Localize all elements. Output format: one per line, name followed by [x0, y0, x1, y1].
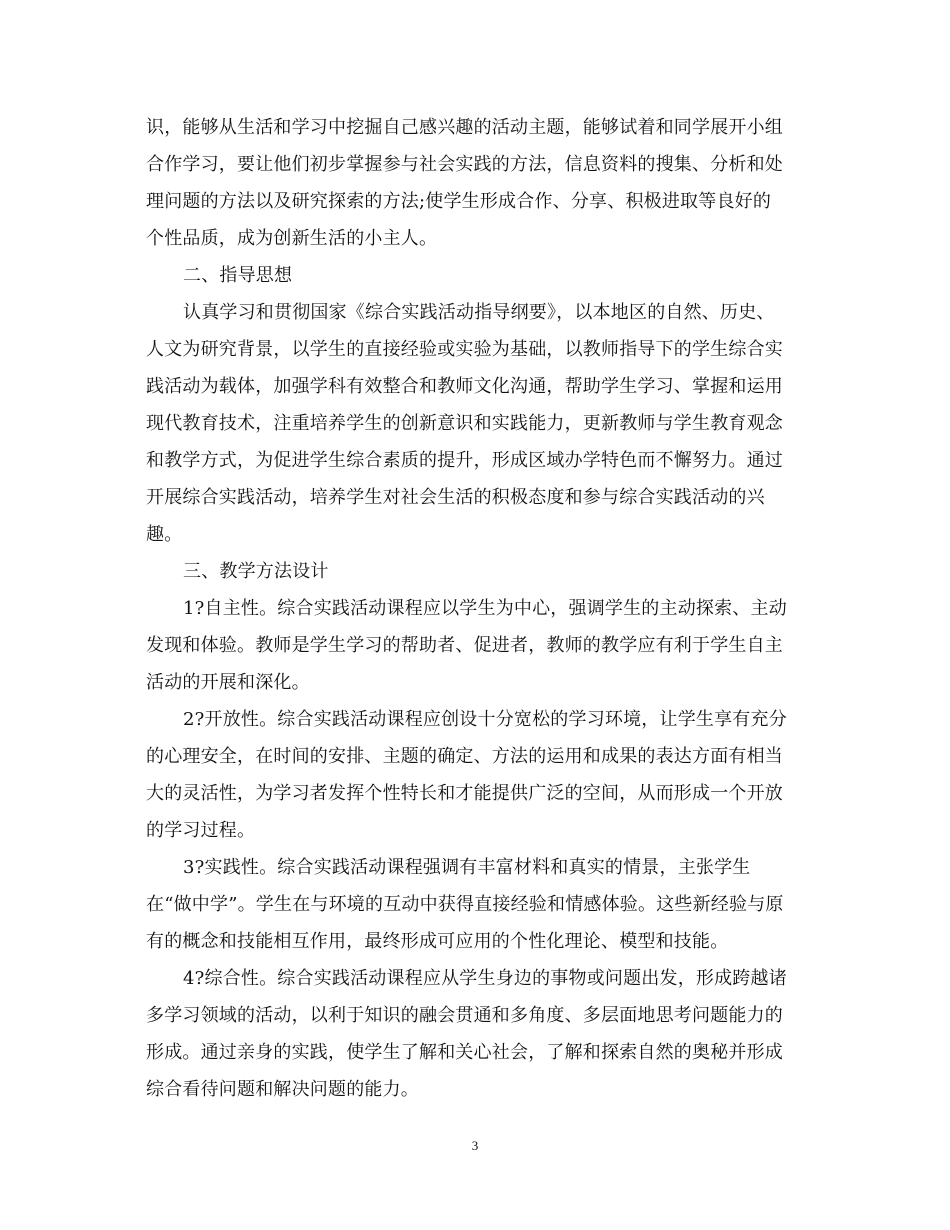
paragraph-line: 形成。通过亲身的实践，使学生了解和关心社会，了解和探索自然的奥秘并形成 — [146, 1042, 783, 1063]
section-heading: 三、教学方法设计 — [183, 561, 329, 582]
paragraph-line: 在“做中学”。学生在与环境的互动中获得直接经验和情感体验。这些新经验与原 — [146, 894, 784, 915]
paragraph-line: 个性品质，成为创新生活的小主人。 — [146, 228, 438, 249]
paragraph-line: 的学习过程。 — [146, 820, 256, 841]
paragraph-line: 大的灵活性，为学习者发挥个性特长和才能提供广泛的空间，从而形成一个开放 — [146, 783, 783, 804]
paragraph-line: 现代教育技术，注重培养学生的创新意识和实践能力，更新教师与学生教育观念 — [146, 413, 783, 434]
paragraph-line: 和教学方式，为促进学生综合素质的提升，形成区域办学特色而不懈努力。通过 — [146, 450, 783, 471]
paragraph-line: 活动的开展和深化。 — [146, 672, 310, 693]
paragraph-line: 趣。 — [146, 524, 183, 545]
paragraph-line: 发现和体验。教师是学生学习的帮助者、促进者，教师的教学应有利于学生自主 — [146, 635, 783, 656]
paragraph-line: 2?开放性。综合实践活动课程应创设十分宽松的学习环境，让学生享有充分 — [183, 709, 787, 730]
paragraph-line: 多学习领域的活动，以利于知识的融会贯通和多角度、多层面地思考问题能力的 — [146, 1005, 783, 1026]
paragraph-line: 1?自主性。综合实践活动课程应以学生为中心，强调学生的主动探索、主动 — [183, 598, 787, 619]
page-number: 3 — [471, 1138, 479, 1153]
paragraph-line: 3?实践性。综合实践活动课程强调有丰富材料和真实的情景，主张学生 — [183, 857, 751, 878]
paragraph-line: 合作学习，要让他们初步掌握参与社会实践的方法，信息资料的搜集、分析和处 — [146, 154, 783, 175]
paragraph-line: 人文为研究背景，以学生的直接经验或实验为基础，以教师指导下的学生综合实 — [146, 339, 783, 360]
section-heading: 二、指导思想 — [183, 265, 293, 286]
paragraph-line: 认真学习和贯彻国家《综合实践活动指导纲要》，以本地区的自然、历史、 — [183, 302, 775, 323]
paragraph-line: 识，能够从生活和学习中挖掘自己感兴趣的活动主题，能够试着和同学展开小组 — [146, 117, 783, 138]
paragraph-line: 的心理安全，在时间的安排、主题的确定、方法的运用和成果的表达方面有相当 — [146, 746, 783, 767]
paragraph-line: 综合看待问题和解决问题的能力。 — [146, 1079, 419, 1100]
paragraph-line: 4?综合性。综合实践活动课程应从学生身边的事物或问题出发，形成跨越诸 — [183, 968, 787, 989]
paragraph-line: 践活动为载体，加强学科有效整合和教师文化沟通，帮助学生学习、掌握和运用 — [146, 376, 783, 397]
paragraph-line: 理问题的方法以及研究探索的方法;使学生形成合作、分享、积极进取等良好的 — [146, 191, 772, 212]
paragraph-line: 开展综合实践活动，培养学生对社会生活的积极态度和参与综合实践活动的兴 — [146, 487, 765, 508]
paragraph-line: 有的概念和技能相互作用，最终形成可应用的个性化理论、模型和技能。 — [146, 931, 729, 952]
